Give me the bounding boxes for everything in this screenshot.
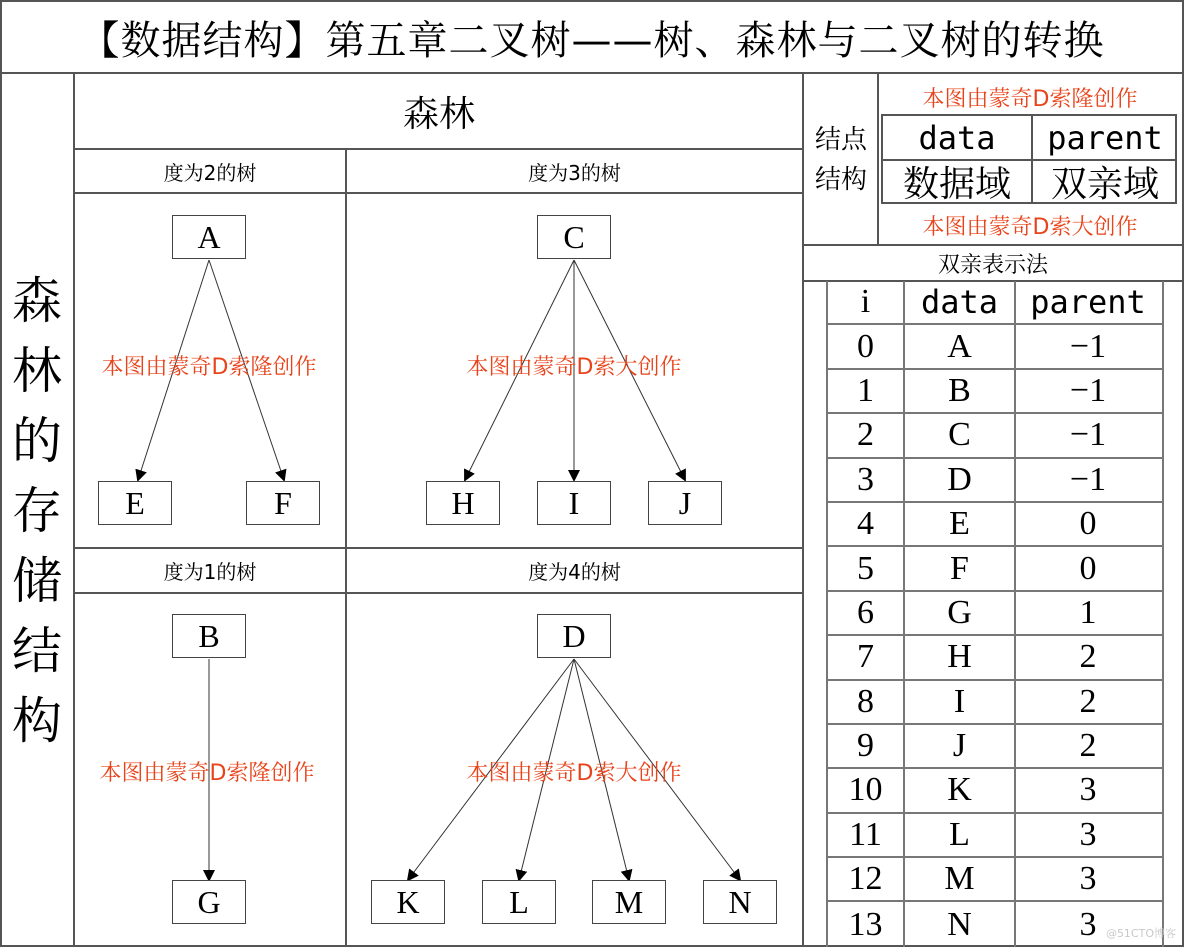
tree-label-degree-3: 度为3的树 xyxy=(528,160,621,185)
field-parent-desc: 双亲域 xyxy=(1031,159,1177,202)
cell-parent: 0 xyxy=(1014,547,1160,589)
tree-node-N: N xyxy=(703,880,777,924)
cell-data: H xyxy=(903,636,1014,678)
cell-parent: 2 xyxy=(1014,681,1160,723)
side-label-char: 森 xyxy=(12,271,62,330)
cell-i: 8 xyxy=(857,682,874,720)
cell-data: E xyxy=(903,503,1014,545)
tree-node-K: K xyxy=(371,880,445,924)
watermark-text: 本图由蒙奇D索隆创作 xyxy=(922,87,1138,112)
cell-parent: 3 xyxy=(1014,769,1160,811)
table-row xyxy=(828,636,1162,680)
field-data-desc: 数据域 xyxy=(883,159,1031,202)
table-row xyxy=(828,459,1162,503)
watermark-text: 本图由蒙奇D索大创作 xyxy=(922,215,1138,240)
tree-node-A: A xyxy=(172,215,246,259)
watermark-text: 本图由蒙奇D索隆创作 xyxy=(99,761,315,786)
side-label xyxy=(0,74,74,947)
cell-data: J xyxy=(903,725,1014,767)
side-label-char: 存 xyxy=(12,481,62,540)
cell-parent: 3 xyxy=(1014,902,1160,946)
cell-data: M xyxy=(903,858,1014,900)
cell-i: 3 xyxy=(857,460,874,498)
table-row xyxy=(828,370,1162,414)
side-label-char: 储 xyxy=(12,551,62,610)
cell-i: 5 xyxy=(857,549,874,587)
cell-parent: 3 xyxy=(1014,814,1160,856)
node-structure-label xyxy=(804,118,878,202)
tree-label-degree-2: 度为2的树 xyxy=(163,160,257,185)
table-row xyxy=(828,725,1162,769)
tree-node-L: L xyxy=(482,880,556,924)
tree-node-E: E xyxy=(98,481,172,525)
table-row xyxy=(828,681,1162,725)
node-structure-table xyxy=(881,114,1177,204)
cell-parent: 3 xyxy=(1014,858,1160,900)
divider xyxy=(877,74,879,245)
tree-node-I: I xyxy=(537,481,611,525)
cell-i: 10 xyxy=(848,771,883,809)
tree-node-C: C xyxy=(537,215,611,259)
cell-data: I xyxy=(903,681,1014,723)
tree-node-B: B xyxy=(172,614,246,658)
cell-i: 6 xyxy=(857,593,874,631)
divider xyxy=(73,192,804,194)
table-row xyxy=(828,769,1162,813)
cell-i: 9 xyxy=(857,727,874,765)
cell-parent: 0 xyxy=(1014,503,1160,545)
cell-parent: 1 xyxy=(1014,592,1160,634)
field-data-name: data xyxy=(918,118,996,157)
tree-node-G: G xyxy=(172,880,246,924)
side-label-char: 林 xyxy=(12,341,62,400)
field-parent-name: parent xyxy=(1031,116,1177,159)
table-row xyxy=(828,814,1162,858)
table-header-row xyxy=(828,281,1162,325)
tree-label-degree-1: 度为1的树 xyxy=(163,559,257,584)
watermark-text: 本图由蒙奇D索大创作 xyxy=(466,761,682,786)
page-title: 【数据结构】第五章二叉树——树、森林与二叉树的转换 xyxy=(0,0,1184,74)
tree-node-H: H xyxy=(426,481,500,525)
table-row xyxy=(828,325,1162,369)
tree-node-D: D xyxy=(537,614,611,658)
cell-i: 11 xyxy=(849,815,882,853)
side-label-char: 结 xyxy=(12,621,62,680)
cell-data: B xyxy=(903,370,1014,412)
cell-data: C xyxy=(903,414,1014,456)
cell-i: 0 xyxy=(857,327,874,365)
parent-repr-table xyxy=(826,281,1164,947)
column-header-data: data xyxy=(903,281,1014,323)
node-structure-label-line1: 结点 xyxy=(814,125,867,155)
side-label-char: 的 xyxy=(12,411,62,470)
divider xyxy=(73,592,804,594)
cell-parent: −1 xyxy=(1014,414,1160,456)
tree-node-F: F xyxy=(246,481,320,525)
cell-i: 7 xyxy=(857,638,874,676)
table-row xyxy=(828,858,1162,902)
table-row xyxy=(828,503,1162,547)
divider xyxy=(802,74,804,947)
node-structure-label-line2: 结构 xyxy=(814,165,867,195)
cell-data: F xyxy=(903,547,1014,589)
cell-data: A xyxy=(903,325,1014,367)
cell-i: 1 xyxy=(857,371,874,409)
table-row xyxy=(828,547,1162,591)
watermark-text: 本图由蒙奇D索大创作 xyxy=(466,355,682,380)
parent-repr-title: 双亲表示法 xyxy=(937,252,1048,278)
column-header-i: i xyxy=(860,283,871,321)
cell-i: 13 xyxy=(848,905,883,943)
tree-label-degree-4: 度为4的树 xyxy=(528,559,621,584)
forest-header: 森林 xyxy=(402,93,475,135)
tree-node-M: M xyxy=(592,880,666,924)
side-label-char: 构 xyxy=(12,691,62,750)
cell-parent: 2 xyxy=(1014,725,1160,767)
cell-parent: −1 xyxy=(1014,459,1160,501)
table-row xyxy=(828,414,1162,458)
table-row xyxy=(828,592,1162,636)
cell-parent: −1 xyxy=(1014,325,1160,367)
divider xyxy=(73,74,75,947)
cell-i: 4 xyxy=(857,505,874,543)
cell-data: L xyxy=(903,814,1014,856)
cell-data: K xyxy=(903,769,1014,811)
cell-i: 12 xyxy=(848,860,883,898)
cell-data: G xyxy=(903,592,1014,634)
cell-data: N xyxy=(903,902,1014,946)
cell-i: 2 xyxy=(857,416,874,454)
watermark-text: 本图由蒙奇D索隆创作 xyxy=(101,355,317,380)
corner-watermark: @51CTO博客 xyxy=(1105,927,1176,940)
tree-node-J: J xyxy=(648,481,722,525)
cell-data: D xyxy=(903,459,1014,501)
cell-parent: −1 xyxy=(1014,370,1160,412)
cell-parent: 2 xyxy=(1014,636,1160,678)
column-header-parent: parent xyxy=(1014,281,1160,323)
